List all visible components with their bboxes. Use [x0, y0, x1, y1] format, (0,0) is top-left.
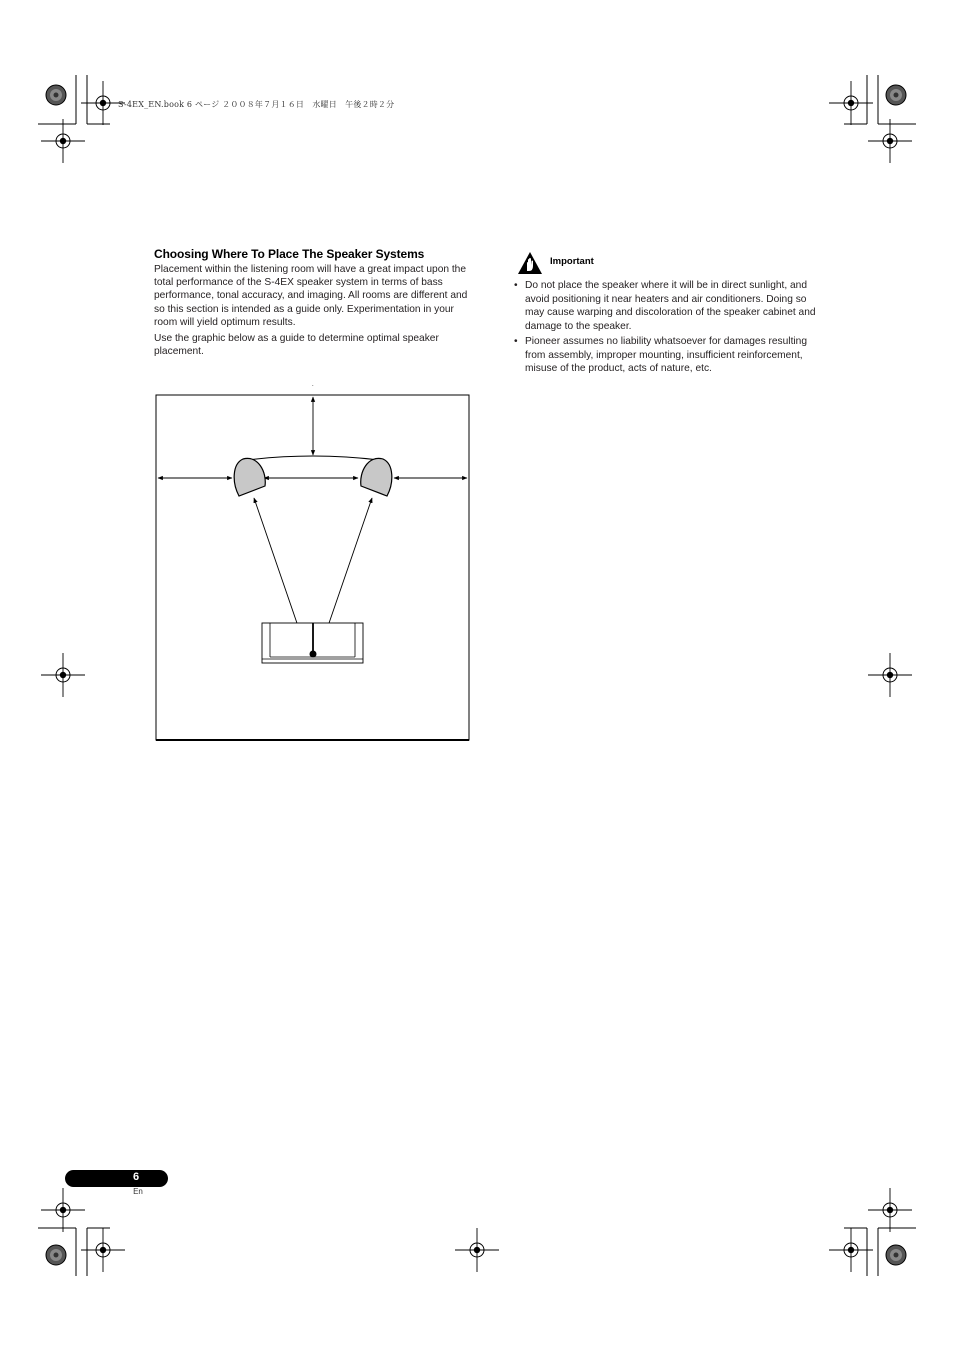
guide-paragraph: Use the graphic below as a guide to determine optimal speaker placement. [154, 333, 439, 358]
speaker-placement-diagram [150, 378, 476, 746]
page-tab [65, 1170, 168, 1187]
section-title: Choosing Where To Place The Speaker Systems [154, 247, 425, 261]
warning-hand-icon [517, 251, 543, 275]
listening-position [310, 651, 317, 658]
room-outline [156, 395, 469, 740]
right-speaker [361, 458, 392, 496]
important-label: Important [550, 256, 594, 267]
left-speaker [234, 458, 265, 496]
list-item [513, 279, 825, 333]
list-item [513, 335, 825, 376]
page-language: En [133, 1187, 143, 1196]
important-list [513, 279, 825, 378]
diagram-top-label: . [312, 382, 314, 388]
list-item-text: Pioneer assumes no liability whatsoever for damages resulting from assembly, improper mounting, insufficient reinforcement, misuse of the product, acts of nature, etc. [525, 336, 807, 374]
page-number: 6 [132, 1171, 140, 1183]
list-item-text: Do not place the speaker where it will be in direct sunlight, and avoid positioning it near heaters and air conditioners. Doing so may cause warping and discoloration of the speaker cabinet and damage to the speaker. [525, 280, 816, 332]
bullet-icon: • [514, 280, 518, 291]
bullet-icon: • [514, 336, 518, 347]
speaker-arc [247, 456, 379, 460]
print-header: S-4EX_EN.book 6 ページ ２００８年７月１６日 水曜日 午後２時２分 [118, 100, 395, 109]
placement-paragraph: Placement within the listening room will have a great impact upon the total performance of the S-4EX speaker system in terms of bass performance, tonal accuracy, and imaging. All rooms are different and so this section is intended as a guide only. Experimentation in your room will yield optimum results. [154, 264, 468, 328]
